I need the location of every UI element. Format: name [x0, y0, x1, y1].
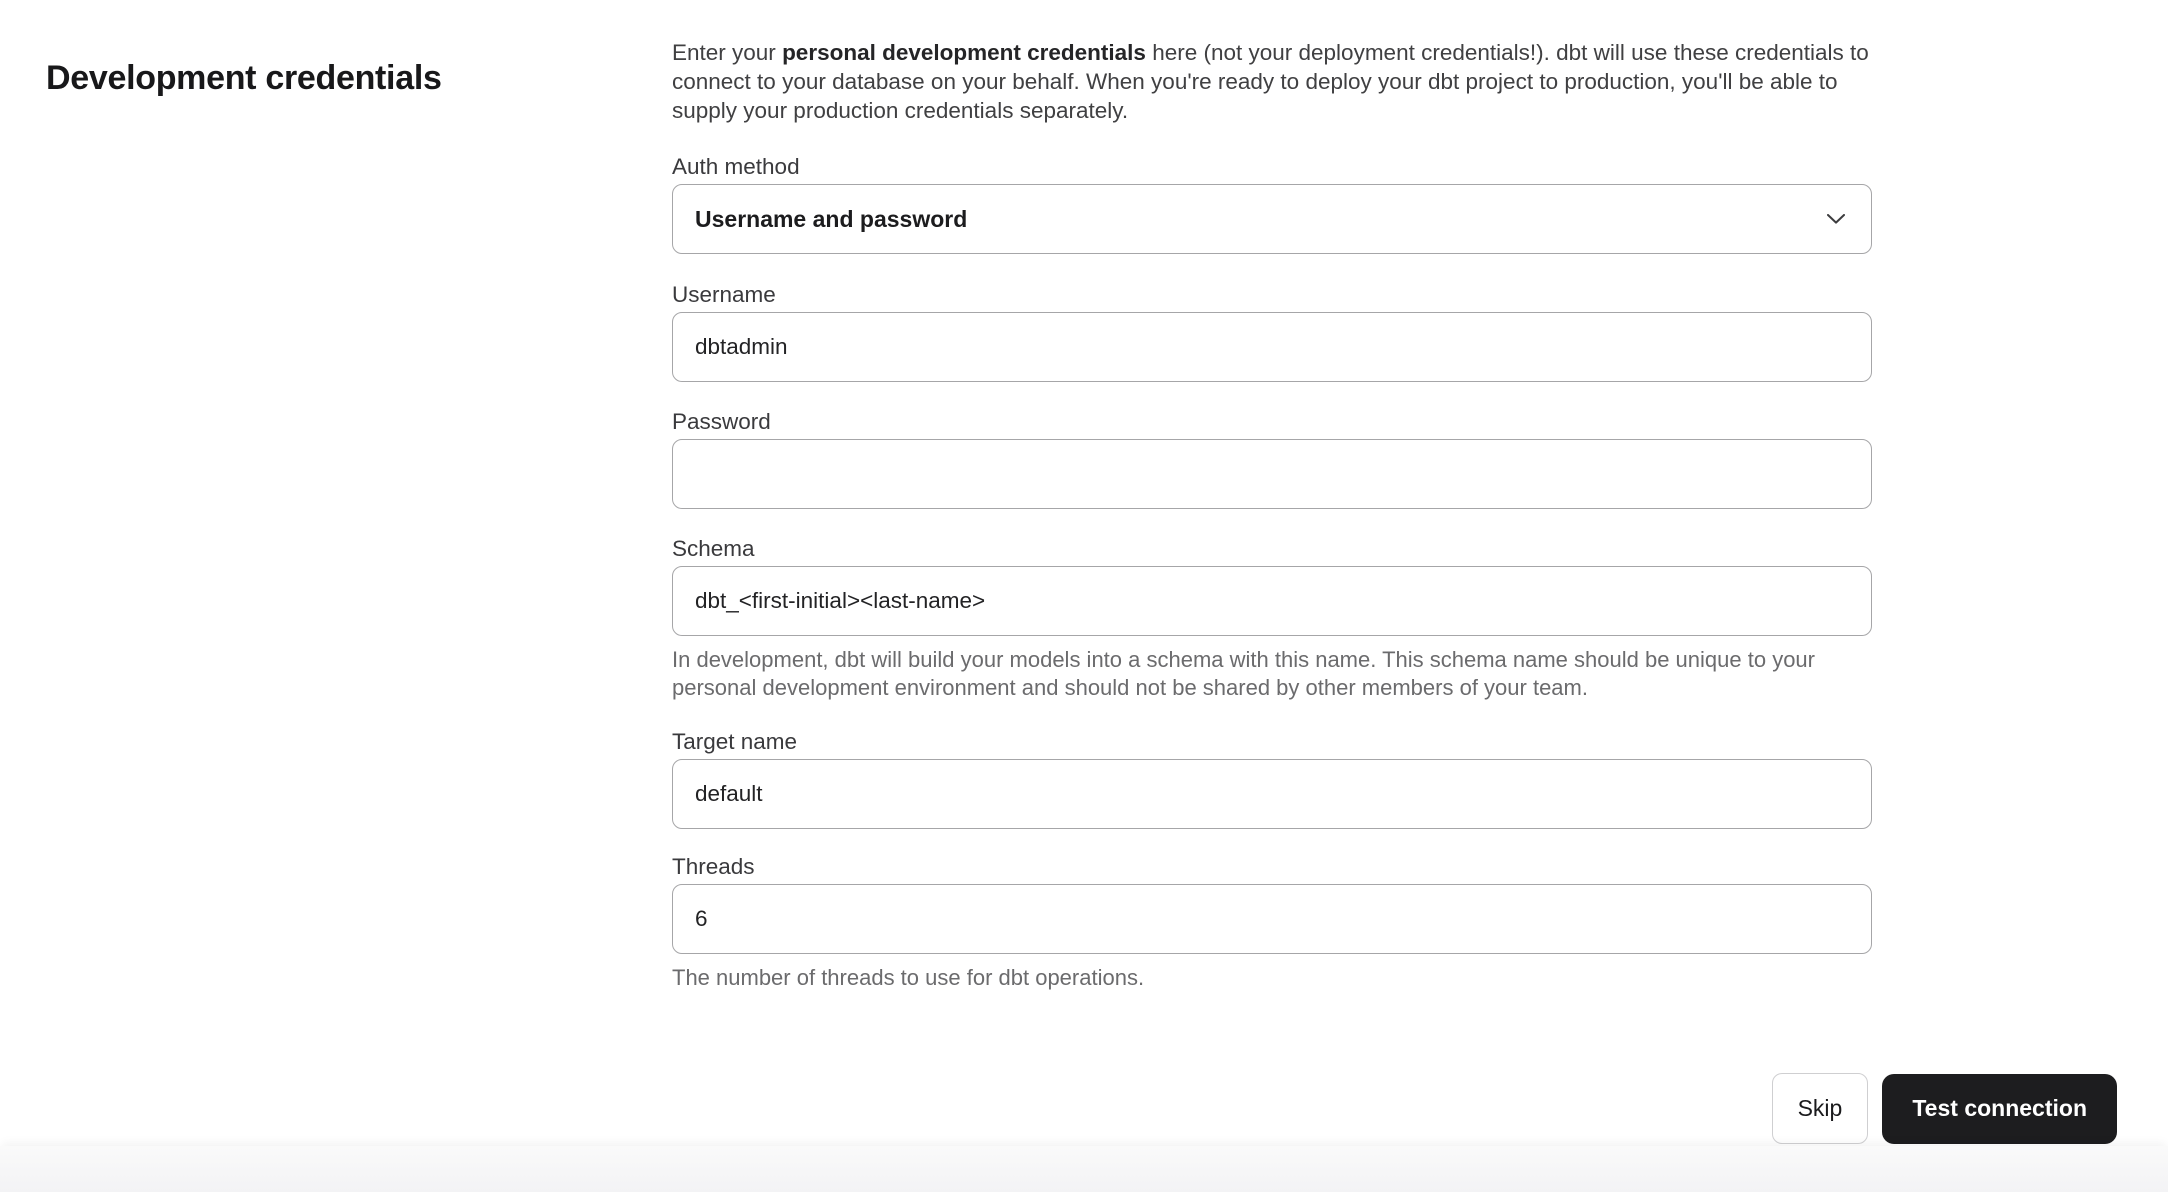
auth-method-selected-value: Username and password	[695, 205, 968, 232]
target-name-label: Target name	[672, 729, 798, 754]
username-input[interactable]	[672, 312, 1872, 382]
threads-label: Threads	[672, 854, 755, 879]
skip-button[interactable]: Skip	[1772, 1073, 1869, 1144]
intro-text	[672, 38, 1872, 125]
chevron-down-icon	[1827, 214, 1845, 224]
password-label: Password	[672, 409, 771, 434]
auth-method-select[interactable]	[672, 184, 1872, 254]
auth-method-label: Auth method	[672, 154, 800, 179]
test-connection-button[interactable]: Test connection	[1882, 1074, 2117, 1144]
schema-help-text: In development, dbt will build your models into a schema with this name. This schema name should be unique to your personal development environment and should not be shared by other members of your team.	[672, 647, 1815, 700]
intro-text-post: here (not your deployment credentials!). dbt will use these credentials to connect to your database on your behalf. When you're ready to deploy your dbt project to production, you'll be able to supply your production credentials separately.	[672, 40, 1869, 123]
form-actions	[1772, 1073, 2117, 1144]
footer-bar	[0, 1146, 2168, 1192]
schema-label: Schema	[672, 536, 755, 561]
password-input[interactable]	[672, 439, 1872, 509]
target-name-input[interactable]	[672, 759, 1872, 829]
page-title: Development credentials	[46, 58, 442, 97]
schema-input[interactable]	[672, 566, 1872, 636]
threads-input[interactable]	[672, 884, 1872, 954]
threads-help-text: The number of threads to use for dbt operations.	[672, 965, 1145, 990]
credentials-form	[672, 38, 1872, 992]
intro-text-pre: Enter your	[672, 40, 783, 65]
intro-text-bold: personal development credentials	[782, 40, 1146, 65]
username-label: Username	[672, 282, 776, 307]
